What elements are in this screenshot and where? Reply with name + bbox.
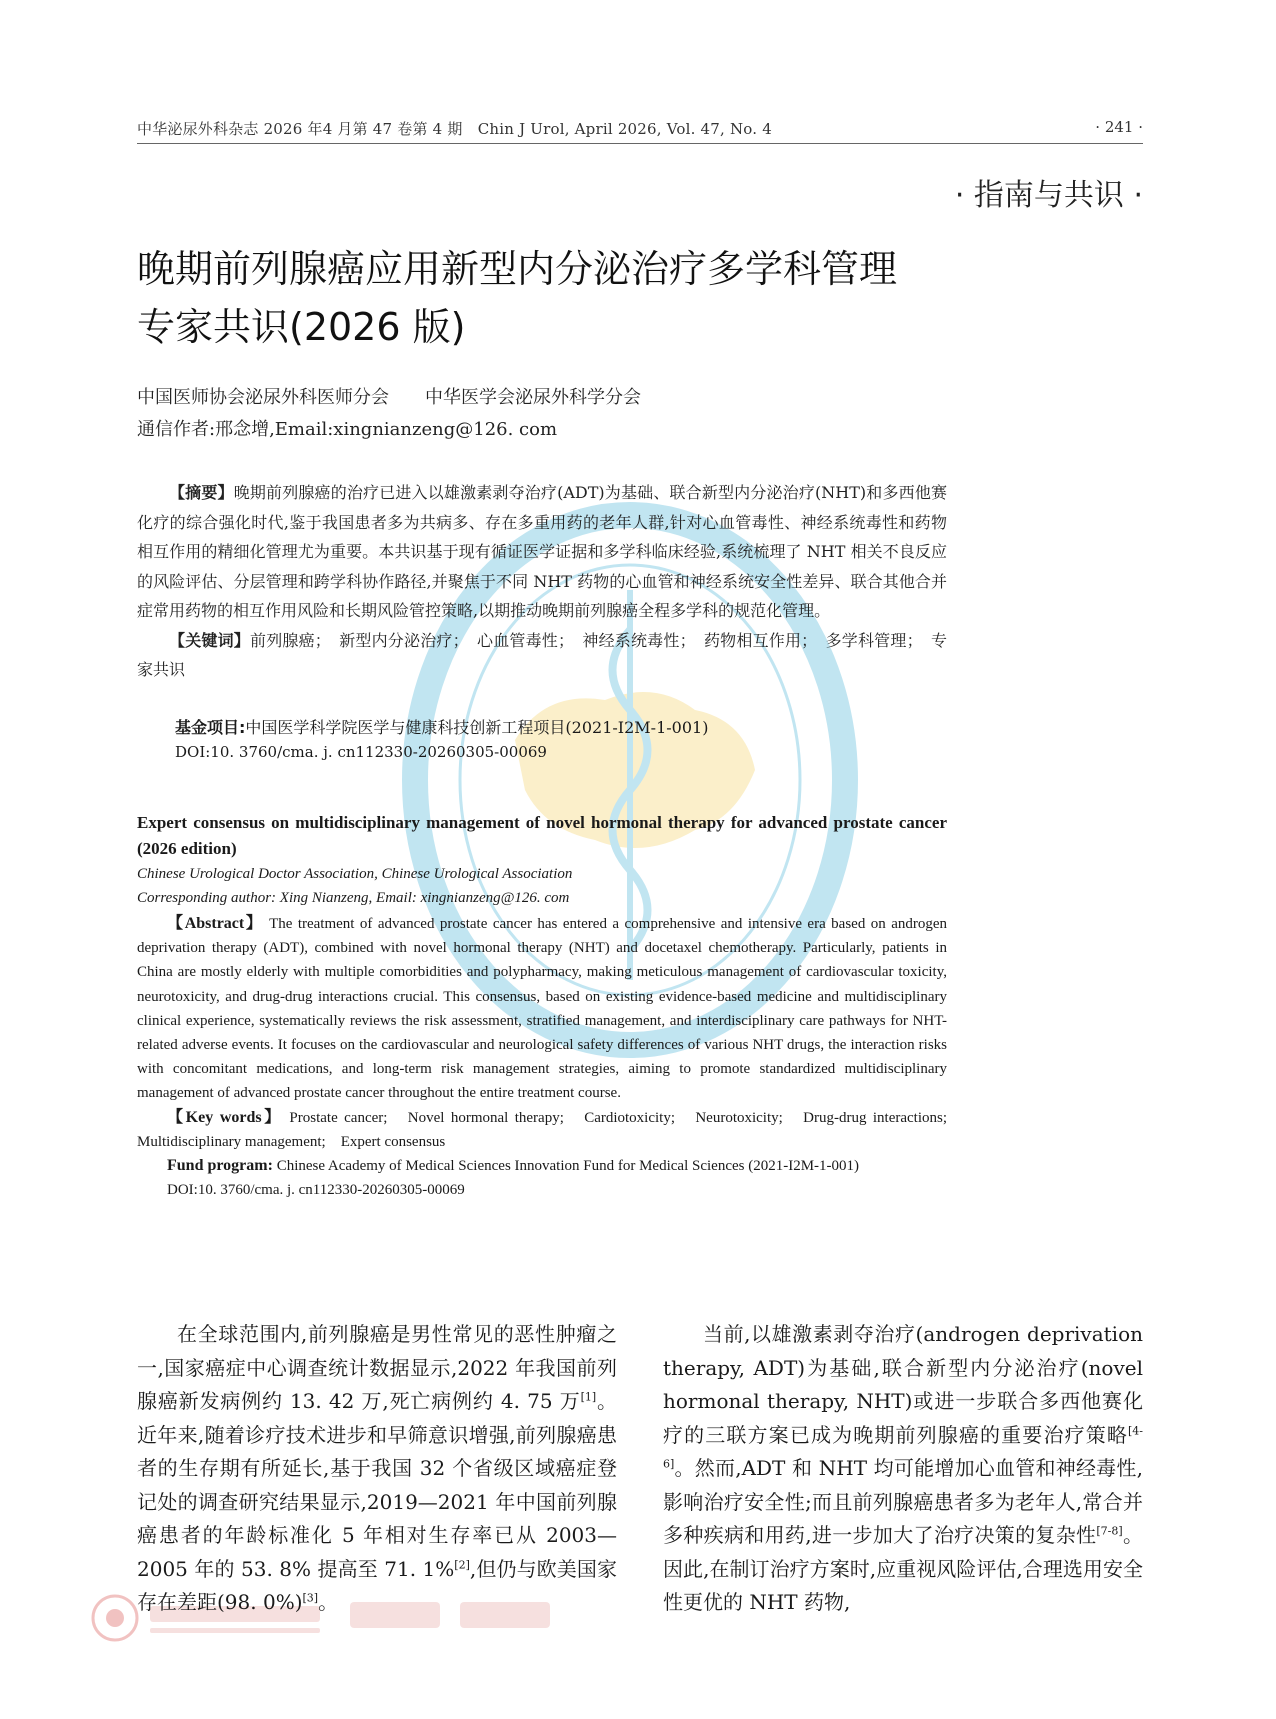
fund-cn [175, 713, 708, 743]
body-left-a: 在全球范围内,前列腺癌是男性常见的恶性肿瘤之一,国家癌症中心调查统计数据显示,2022 年我国前列腺癌新发病例约 13. 42 万,死亡病例约 4. 75 万 [137, 1322, 617, 1413]
author-block [137, 382, 641, 446]
abstract-en-label: 【Abstract】 [167, 915, 264, 932]
body-right-a: 当前,以雄激素剥夺治疗(androgen deprivation therapy, ADT)为基础,联合新型内分泌治疗(novel hormonal therapy, NHT)或进一步联合多西他赛化疗的三联方案已成为晚期前列腺癌的重要治疗策略 [663, 1322, 1143, 1447]
en-correspondence: Corresponding author: Xing Nianzeng, Email: xingnianzeng@126. com [137, 890, 570, 906]
abstract-en [137, 810, 963, 1202]
ref-5[interactable]: [7-8] [1096, 1524, 1123, 1538]
correspondence: 通信作者:邢念增,Email:xingnianzeng@126. com [137, 419, 558, 440]
body-left-b: 。近年来,随着诊疗技术进步和早筛意识增强,前列腺癌患者的生存期有所延长,基于我国 32 个省级区域癌症登记处的调查研究结果显示,2019—2021 年中国前列腺癌患者的年龄标准化 5 年相对生存率已从 2003—2005 年的 53. 8% 提高至 71. 1% [137, 1389, 617, 1581]
body-right-b: 。然而,ADT 和 NHT 均可能增加心血管和神经毒性,影响治疗安全性;而且前列腺癌患者多为老年人,常合并多种疾病和用药,进一步加大了治疗决策的复杂性 [663, 1456, 1143, 1547]
keywords-en-label: 【Key words】 [167, 1108, 283, 1126]
ref-1[interactable]: [1] [580, 1390, 597, 1404]
title-line-2: 专家共识(2026 版) [137, 305, 466, 349]
ref-4[interactable]: [4-6] [663, 1423, 1143, 1471]
journal-info: 中华泌尿外科杂志 2026 年4 月第 47 卷第 4 期 Chin J Urol, April 2026, Vol. 47, No. 4 [137, 120, 772, 138]
fund-cn-label: 基金项目: [175, 718, 246, 737]
keywords-en: Prostate cancer; Novel hormonal therapy; Cardiotoxicity; Neurotoxicity; Drug-drug interactions; Multidisciplinary management; Expert consensus [137, 1109, 963, 1150]
fund-en-label: Fund program: [167, 1157, 273, 1175]
fund-en-text: Chinese Academy of Medical Sciences Innovation Fund for Medical Sciences (2021-I2M-1-001) [276, 1158, 860, 1175]
ref-2[interactable]: [2] [454, 1557, 470, 1571]
fund-cn-text: 中国医学科学院医学与健康科技创新工程项目(2021-I2M-1-001) [245, 718, 709, 737]
body-column-left [137, 1318, 617, 1620]
body-column-right [663, 1318, 1143, 1620]
author-list: 中国医师协会泌尿外科医师分会 中华医学会泌尿外科学分会 [137, 387, 641, 408]
header-divider [137, 143, 1143, 144]
abstract-cn-text: 晚期前列腺癌的治疗已进入以雄激素剥夺治疗(ADT)为基础、联合新型内分泌治疗(NHT)和多西他赛化疗的综合强化时代,鉴于我国患者多为共病多、存在多重用药的老年人群,针对心血管毒性、神经系统毒性和药物相互作用的精细化管理尤为重要。本共识基于现有循证医学证据和多学科临床经验,系统梳理了 NHT 相关不良反应的风险评估、分层管理和跨学科协作路径,并聚焦于不同 NHT 药物的心血管和神经系统安全性差异、联合其他合并症常用药物的相互作用风险和长期风险管控策略,以期推动晚期前列腺癌全程多学科的规范化管理。 [137, 483, 947, 620]
abstract-en-text: The treatment of advanced prostate cancer has entered a comprehensive and intensive era based on androgen deprivation therapy (ADT), combined with novel hormonal therapy (NHT) and docetaxel chemotherapy. Particularly, patients in China are mostly elderly with multiple comorbidities and polypharmacy, making meticulous management of cardiovascular toxicity, neurotoxicity, and drug-drug interactions crucial. This consensus, based on existing evidence-based medicine and multidisciplinary clinical experience, systematically reviews the risk assessment, stratified management, and interdisciplinary care pathways for NHT-related adverse events. It focuses on the cardiovascular and neurological safety differences of various NHT drugs, the interaction risks with concomitant medications, and long-term risk management strategies, aiming to promote standardized multidisciplinary management of advanced prostate cancer throughout the entire treatment course. [137, 916, 948, 1102]
en-authors: Chinese Urological Doctor Association, Chinese Urological Association [137, 866, 573, 882]
doi-en: DOI:10. 3760/cma. j. cn112330-20260305-00069 [167, 1182, 465, 1199]
abstract-cn-label: 【摘要】 [169, 483, 234, 502]
ref-3[interactable]: [3] [302, 1591, 319, 1605]
abstract-cn [137, 478, 947, 685]
body-left-d: 。 [318, 1590, 339, 1614]
article-title [137, 240, 1037, 356]
en-title: Expert consensus on multidisciplinary management of novel hormonal therapy for advanced prostate cancer (2026 edition) [137, 813, 947, 858]
page-number: · 241 · [1095, 118, 1143, 136]
keywords-cn: 前列腺癌； 新型内分泌治疗； 心血管毒性； 神经系统毒性； 药物相互作用； 多学科管理； 专家共识 [137, 630, 947, 679]
body-left-c: ,但仍与欧美国家存在差距(98. 0%) [137, 1556, 617, 1614]
column-label: · 指南与共识 · [954, 178, 1143, 213]
keywords-cn-label: 【关键词】 [169, 630, 250, 650]
doi-cn: DOI:10. 3760/cma. j. cn112330-20260305-00069 [175, 743, 547, 761]
title-line-1: 晚期前列腺癌应用新型内分泌治疗多学科管理 [137, 247, 898, 291]
body-right-c: 。因此,在制订治疗方案时,应重视风险评估,合理选用安全性更优的 NHT 药物, [663, 1523, 1144, 1614]
